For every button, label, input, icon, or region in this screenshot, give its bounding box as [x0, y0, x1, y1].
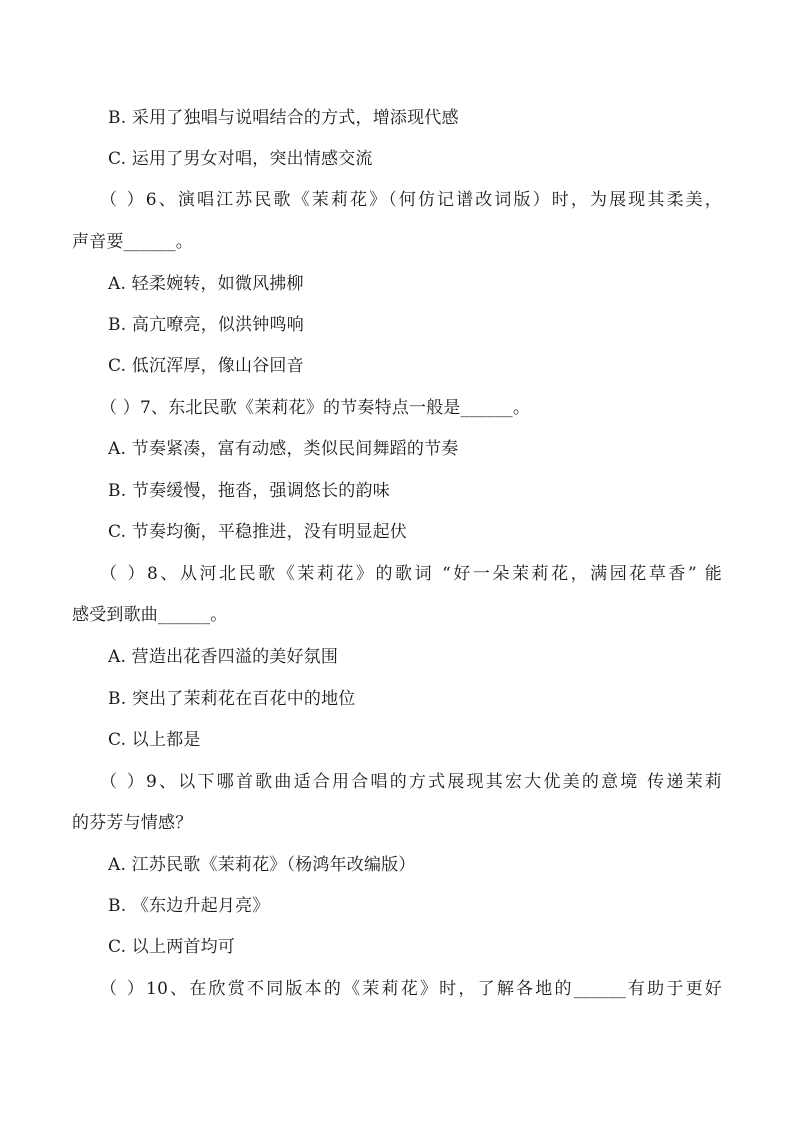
q6-option-a: A. 轻柔婉转，如微风拂柳: [108, 274, 304, 294]
q9-option-a: A. 江苏民歌《茉莉花》（杨鸿年改编版）: [108, 855, 416, 875]
question-7-text: （ ）7、东北民歌《茉莉花》的节奏特点一般是______。: [100, 398, 531, 418]
question-10-text: （ ）10、在欣赏不同版本的《茉莉花》时，了解各地的______有助于更好: [100, 979, 722, 999]
q7-option-c: C. 节奏均衡，平稳推进，没有明显起伏: [108, 522, 408, 542]
question-6-continuation: 声音要______。: [72, 232, 193, 252]
question-9-text: （ ）9、以下哪首歌曲适合用合唱的方式展现其宏大优美的意境 传递茉莉: [100, 772, 722, 792]
q6-option-c: C. 低沉浑厚，像山谷回音: [108, 356, 304, 376]
q9-option-c: C. 以上两首均可: [108, 937, 236, 957]
q8-option-b: B. 突出了茉莉花在百花中的地位: [108, 689, 356, 709]
q6-option-b: B. 高亢嘹亮，似洪钟鸣响: [108, 315, 304, 335]
question-9-continuation: 的芬芳与情感？: [72, 813, 193, 833]
q5-option-b: B. 采用了独唱与说唱结合的方式，增添现代感: [108, 108, 459, 128]
question-8-text: （ ）8、从河北民歌《茉莉花》的歌词 “好一朵茉莉花，满园花草香” 能: [100, 564, 722, 584]
q8-option-a: A. 营造出花香四溢的美好氛围: [108, 647, 339, 667]
question-8-continuation: 感受到歌曲______。: [72, 605, 228, 625]
q8-option-c: C. 以上都是: [108, 730, 201, 750]
q5-option-c: C. 运用了男女对唱，突出情感交流: [108, 149, 373, 169]
q7-option-b: B. 节奏缓慢，拖沓，强调悠长的韵味: [108, 481, 390, 501]
question-6-text: （ ）6、演唱江苏民歌《茉莉花》（何仿记谱改词版）时，为展现其柔美，: [100, 190, 722, 210]
q7-option-a: A. 节奏紧凑，富有动感，类似民间舞蹈的节奏: [108, 439, 459, 459]
q9-option-b: B. 《东边升起月亮》: [108, 896, 270, 916]
